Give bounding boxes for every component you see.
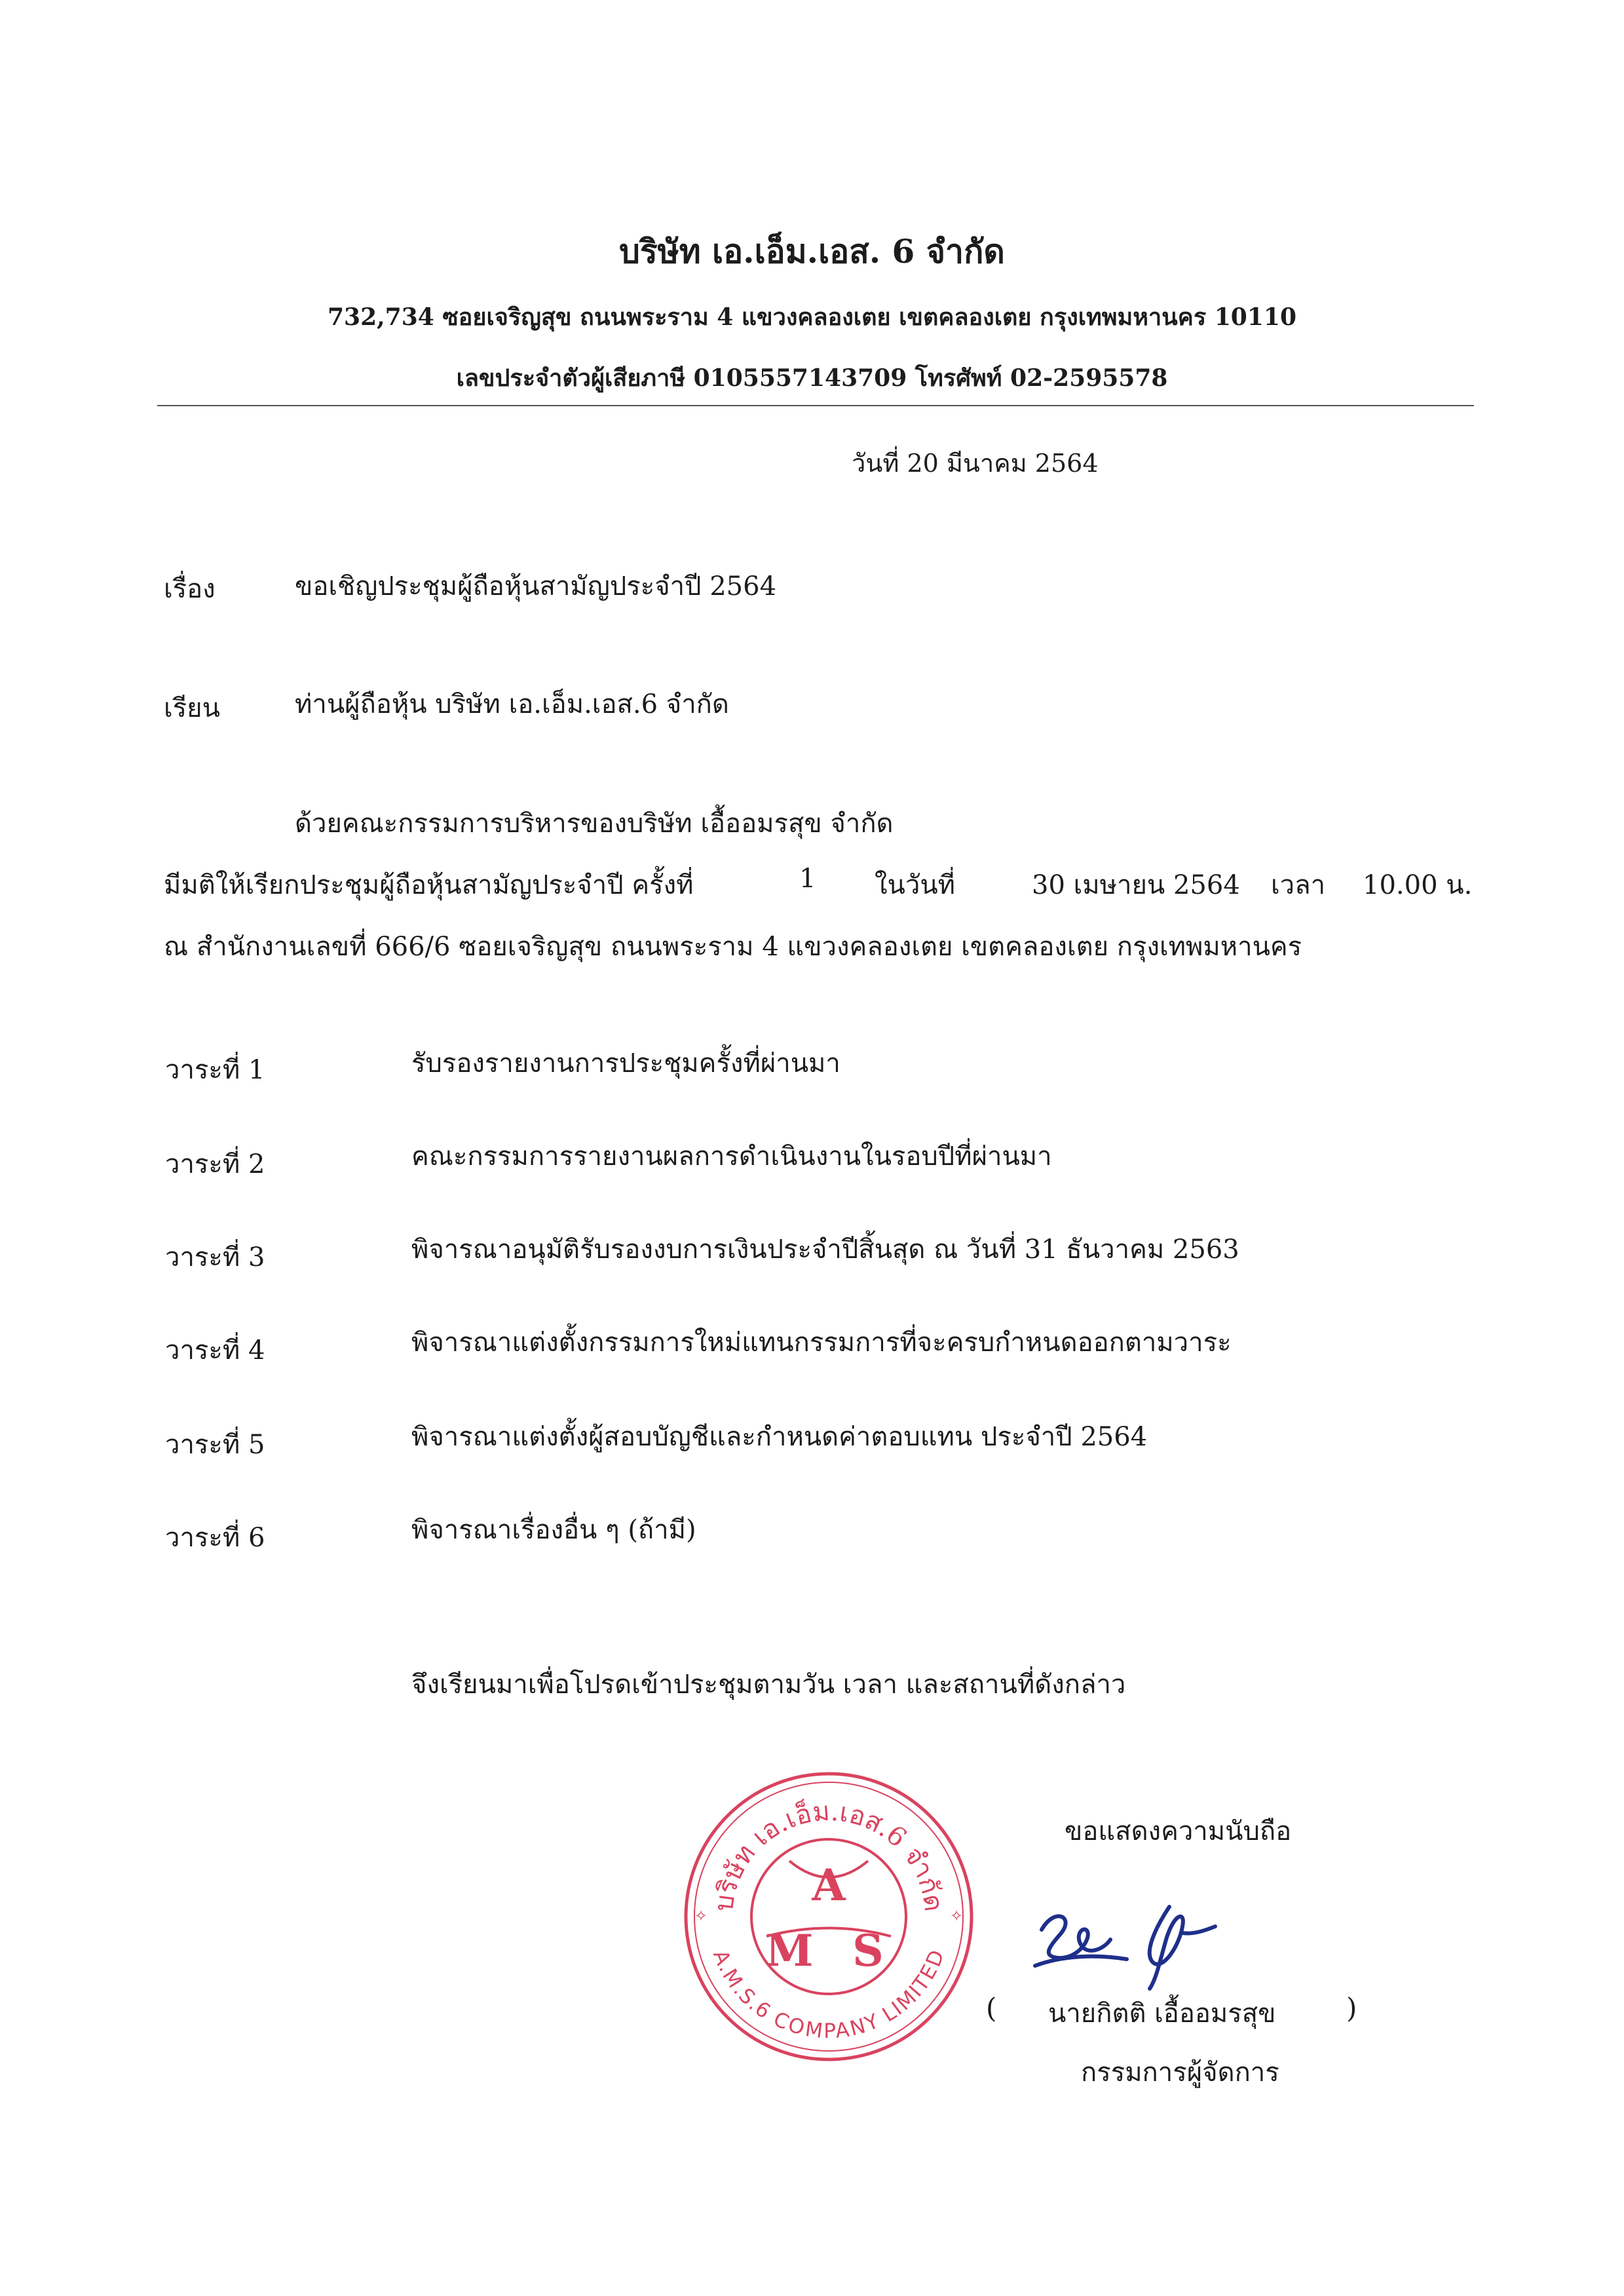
regards-text: ขอแสดงความนับถือ — [1065, 1816, 1292, 1846]
agenda-item-4-label: วาระที่ 4 — [165, 1335, 265, 1366]
agenda-item-1-text: รับรองรายงานการประชุมครั้งที่ผ่านมา — [411, 1048, 840, 1079]
tax-id-phone: เลขประจำตัวผู้เสียภาษี 0105557143709 โทรศัพท์ 02-2595578 — [456, 364, 1168, 392]
closing-line: จึงเรียนมาเพื่อโปรดเข้าประชุมตามวัน เวลา และสถานที่ดังกล่าว — [411, 1670, 1126, 1700]
seal-letter-m: M — [765, 1925, 814, 1976]
company-name: บริษัท เอ.เอ็ม.เอส. 6 จำกัด — [619, 232, 1005, 271]
header-divider — [157, 405, 1474, 406]
company-address: 732,734 ซอยเจริญสุข ถนนพระราม 4 แขวงคลองเตย เขตคลองเตย กรุงเทพมหานคร 10110 — [327, 303, 1296, 331]
body-line-2-time-label: เวลา — [1271, 870, 1326, 900]
company-seal-icon — [681, 1769, 976, 2064]
body-line-2-on-date: ในวันที่ — [875, 870, 956, 900]
agenda-item-3-text: พิจารณาอนุมัติรับรองงบการเงินประจำปีสิ้นสุด ณ วันที่ 31 ธันวาคม 2563 — [411, 1234, 1239, 1265]
agenda-item-2-label: วาระที่ 2 — [165, 1149, 265, 1179]
seal-english-text: A.M.S.6 COMPANY LIMITED — [708, 1947, 950, 2044]
agenda-item-6-label: วาระที่ 6 — [165, 1523, 265, 1553]
recipient-label: เรียน — [164, 693, 220, 723]
body-line-3: ณ สำนักงานเลขที่ 666/6 ซอยเจริญสุข ถนนพระราม 4 แขวงคลองเตย เขตคลองเตย กรุงเทพมหานคร — [164, 932, 1302, 962]
signer-name: นายกิตติ เอื้ออมรสุข — [1048, 1999, 1276, 2029]
agenda-item-1-label: วาระที่ 1 — [165, 1055, 265, 1085]
agenda-item-5-label: วาระที่ 5 — [165, 1430, 265, 1460]
body-line-2-date: 30 เมษายน 2564 — [1032, 870, 1240, 900]
agenda-item-6-text: พิจารณาเรื่องอื่น ๆ (ถ้ามี) — [411, 1515, 696, 1545]
recipient-text: ท่านผู้ถือหุ้น บริษัท เอ.เอ็ม.เอส.6 จำกัด — [295, 689, 729, 719]
svg-text:✧: ✧ — [949, 1907, 964, 1925]
svg-text:✧: ✧ — [694, 1907, 708, 1925]
signer-paren-open: ( — [986, 1992, 997, 2024]
subject-label: เรื่อง — [164, 574, 216, 604]
agenda-item-2-text: คณะกรรมการรายงานผลการดำเนินงานในรอบปีที่ผ่านมา — [411, 1141, 1052, 1172]
body-line-2-meeting-number: 1 — [799, 864, 816, 894]
body-line-1: ด้วยคณะกรรมการบริหารของบริษัท เอื้ออมรสุข จำกัด — [295, 809, 894, 839]
agenda-item-4-text: พิจารณาแต่งตั้งกรรมการใหม่แทนกรรมการที่จะครบกำหนดออกตามวาระ — [411, 1328, 1232, 1358]
agenda-item-5-text: พิจารณาแต่งตั้งผู้สอบบัญชีและกำหนดค่าตอบแทน ประจำปี 2564 — [411, 1422, 1148, 1452]
seal-thai-text: บริษัท เอ.เอ็ม.เอส.6 จำกัด — [708, 1796, 949, 1913]
signer-title: กรรมการผู้จัดการ — [1081, 2057, 1279, 2088]
letter-date: วันที่ 20 มีนาคม 2564 — [852, 449, 1099, 478]
subject-text: ขอเชิญประชุมผู้ถือหุ้นสามัญประจำปี 2564 — [295, 571, 777, 602]
seal-letter-a: A — [812, 1860, 846, 1911]
body-line-2-time: 10.00 น. — [1363, 870, 1473, 900]
signature-icon — [1029, 1894, 1251, 1992]
agenda-item-3-label: วาระที่ 3 — [165, 1242, 265, 1272]
seal-letter-s: S — [852, 1925, 884, 1976]
signer-paren-close: ) — [1346, 1992, 1357, 2024]
body-line-2-resolution: มีมติให้เรียกประชุมผู้ถือหุ้นสามัญประจำปี ครั้งที่ — [164, 870, 694, 900]
